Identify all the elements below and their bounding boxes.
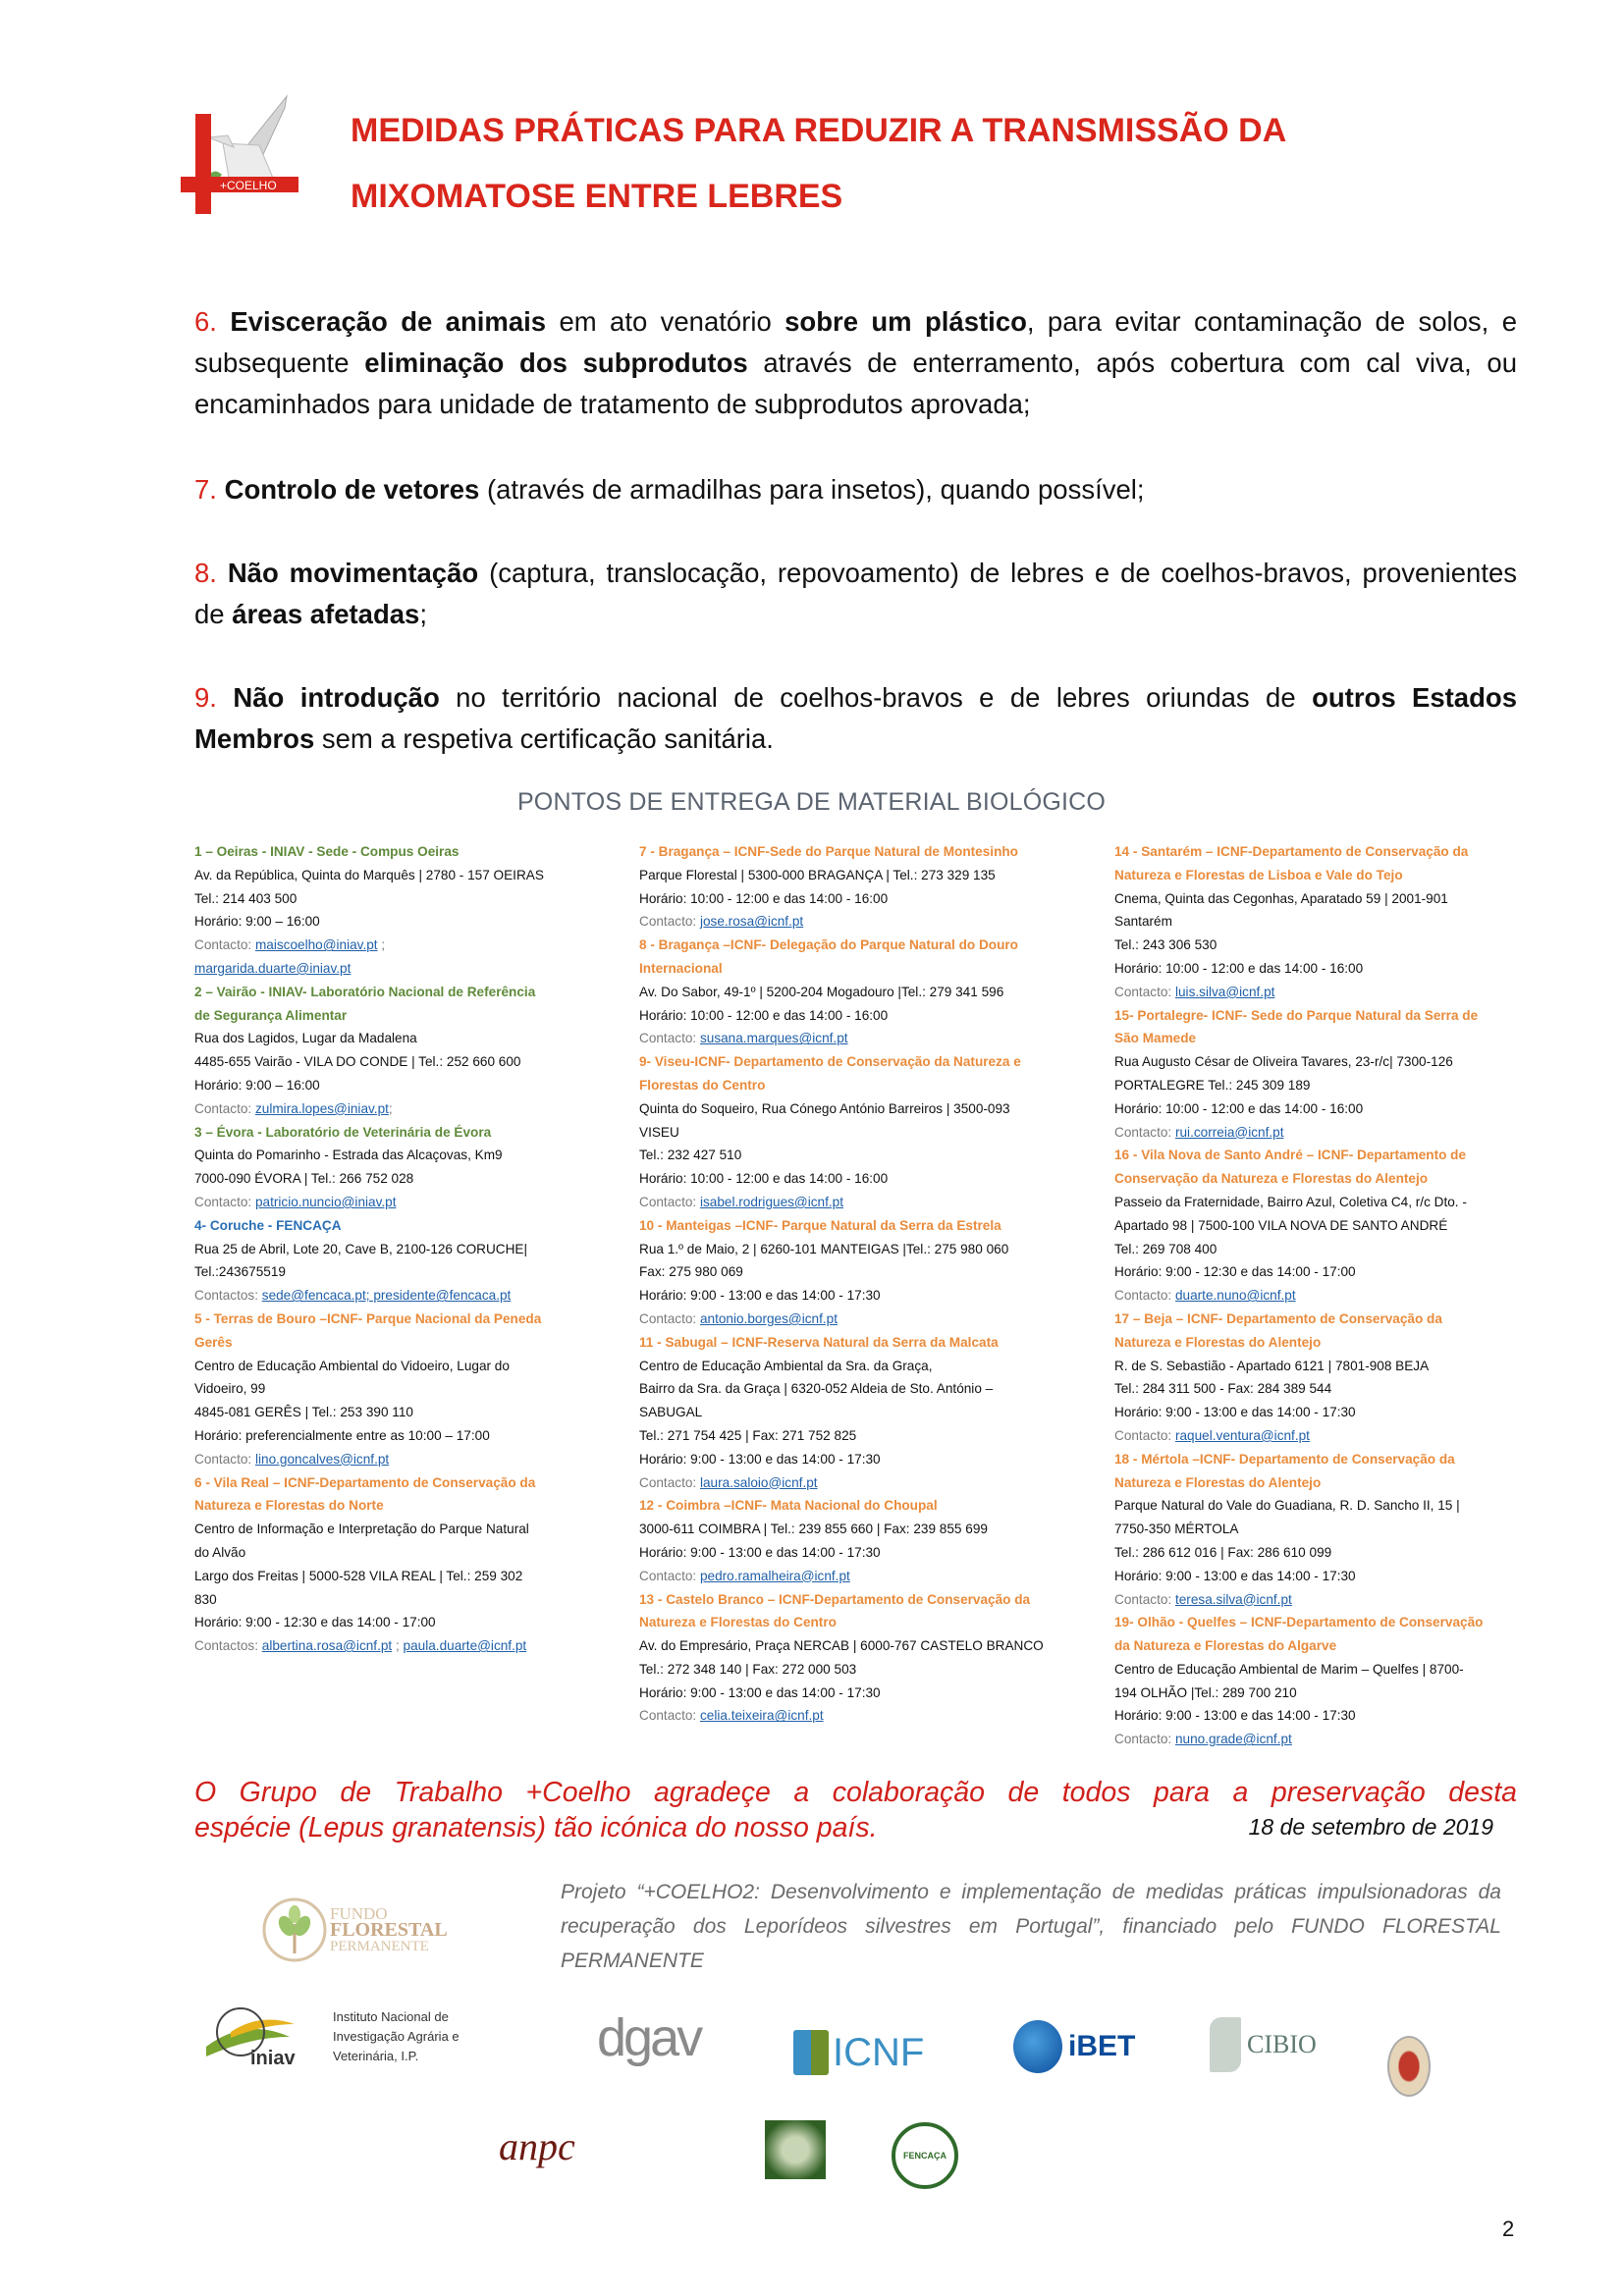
page-title-line1: MEDIDAS PRÁTICAS PARA REDUZIR A TRANSMISSÃO DA xyxy=(351,112,1287,149)
icnf-logo-text: ICNF xyxy=(833,2030,925,2074)
entry-contact xyxy=(194,1634,607,1658)
contacts-column-1 xyxy=(194,840,607,1658)
entry-title: 13 - Castelo Branco – ICNF-Departamento de Conservação da xyxy=(639,1591,1031,1607)
delivery-point-entry xyxy=(1114,1611,1527,1751)
email-separator: ; xyxy=(392,1638,404,1654)
entry-contact xyxy=(1114,1121,1527,1145)
contact-label: Contacto: xyxy=(639,914,700,930)
entry-detail: Av. da República, Quinta do Marquês | 2780 - 157 OEIRAS xyxy=(194,867,544,882)
entry-detail: 830 xyxy=(194,1591,217,1607)
contact-label: Contacto: xyxy=(639,1031,700,1046)
entry-title: Natureza e Florestas do Centro xyxy=(639,1615,837,1630)
entry-title: 15- Portalegre- ICNF- Sede do Parque Natural da Serra de xyxy=(1114,1007,1479,1023)
entry-title: São Mamede xyxy=(1114,1031,1197,1046)
entry-detail: Horário: 10:00 - 12:00 e das 14:00 - 16:00 xyxy=(639,1007,889,1023)
contacts-column-2 xyxy=(639,840,1091,1728)
thanks-line2: espécie (Lepus granatensis) tão icónica do nosso país. xyxy=(194,1812,878,1843)
entry-title: da Natureza e Florestas do Algarve xyxy=(1114,1638,1337,1654)
university-seal-logo xyxy=(1387,2036,1431,2097)
entry-detail: Quinta do Pomarinho - Estrada das Alcaçovas, Km9 xyxy=(194,1148,503,1163)
entry-detail: Av. do Empresário, Praça NERCAB | 6000-767 CASTELO BRANCO xyxy=(639,1638,1044,1654)
thanks-line1: O Grupo de Trabalho +Coelho agradeçe a colaboração de todos para a preservação desta xyxy=(194,1777,1517,1808)
entry-detail: R. de S. Sebastião - Apartado 6121 | 7801-908 BEJA xyxy=(1114,1358,1430,1373)
entry-contact xyxy=(1114,1588,1527,1612)
delivery-point-entry xyxy=(194,1214,607,1308)
measure-emphasis: eliminação dos subprodutos xyxy=(364,347,748,378)
email-link[interactable]: margarida.duarte@iniav.pt xyxy=(194,960,352,976)
measure-text: (através de armadilhas para insetos), quando possível; xyxy=(479,474,1145,505)
measure-item xyxy=(194,553,1517,635)
entry-detail: SABUGAL xyxy=(639,1405,703,1420)
measure-item xyxy=(194,301,1517,425)
entry-detail: do Alvão xyxy=(194,1544,246,1560)
delivery-point-entry xyxy=(194,1121,607,1214)
email-link[interactable]: duarte.nuno@icnf.pt xyxy=(1174,1288,1296,1304)
delivery-point-entry xyxy=(1114,1308,1527,1448)
entry-detail: Horário: 9:00 - 12:30 e das 14:00 - 17:00 xyxy=(1114,1264,1356,1280)
delivery-point-entry xyxy=(1114,1004,1527,1145)
contact-label: Contacto: xyxy=(194,1451,255,1467)
entry-detail: Tel.: 284 311 500 - Fax: 284 389 544 xyxy=(1114,1381,1332,1397)
logo-text: +COELHO xyxy=(220,179,277,192)
email-link[interactable]: paula.duarte@icnf.pt xyxy=(403,1638,527,1654)
delivery-point-entry xyxy=(639,840,1091,934)
entry-detail: 4845-081 GERÊS | Tel.: 253 390 110 xyxy=(194,1405,413,1420)
entry-detail: Horário: 10:00 - 12:00 e das 14:00 - 16:00 xyxy=(639,890,889,906)
measure-number: 7. xyxy=(194,474,217,505)
entry-detail: Horário: 9:00 – 16:00 xyxy=(194,914,320,930)
entry-title: 3 – Évora - Laboratório de Veterinária de Évora xyxy=(194,1124,492,1140)
entry-detail: Horário: 9:00 - 13:00 e das 14:00 - 17:30 xyxy=(639,1288,881,1304)
entry-title: 17 – Beja – ICNF- Departamento de Conservação da xyxy=(1114,1310,1442,1326)
entry-title: 19- Olhão - Quelfes – ICNF-Departamento de Conservação xyxy=(1114,1615,1484,1630)
entry-title: 2 – Vairão - INIAV- Laboratório Nacional de Referência xyxy=(194,984,536,999)
iniav-logo-word: iniav xyxy=(250,2048,296,2069)
entry-detail: Horário: 9:00 - 13:00 e das 14:00 - 17:30 xyxy=(639,1684,881,1700)
entry-title: Natureza e Florestas do Norte xyxy=(194,1498,384,1514)
email-link[interactable]: raquel.ventura@icnf.pt xyxy=(1174,1427,1310,1443)
entry-title: Natureza e Florestas de Lisboa e Vale do Tejo xyxy=(1114,867,1403,882)
entry-detail: Passeio da Fraternidade, Bairro Azul, Coletiva C4, r/c Dto. - xyxy=(1114,1194,1467,1209)
cibio-logo xyxy=(1210,2017,1317,2072)
ffp-logo-text-3: PERMANENTE xyxy=(330,1938,429,1954)
entry-title: 18 - Mértola –ICNF- Departamento de Conservação da xyxy=(1114,1451,1455,1467)
email-link[interactable]: laura.saloio@icnf.pt xyxy=(699,1474,818,1490)
entry-title: Natureza e Florestas do Alentejo xyxy=(1114,1334,1322,1350)
page-title-line2: MIXOMATOSE ENTRE LEBRES xyxy=(351,178,843,215)
entry-detail: Tel.: 272 348 140 | Fax: 272 000 503 xyxy=(639,1661,857,1677)
entry-detail: Centro de Educação Ambiental da Sra. da Graça, xyxy=(639,1358,933,1373)
measure-item xyxy=(194,469,1517,510)
delivery-point-entry xyxy=(194,840,607,981)
document-date: 18 de setembro de 2019 xyxy=(1248,1814,1493,1840)
entry-title: 14 - Santarém – ICNF-Departamento de Conservação da xyxy=(1114,844,1469,859)
delivery-point-entry xyxy=(639,1050,1091,1214)
entry-contact xyxy=(194,957,607,981)
entry-detail: Horário: 9:00 - 13:00 e das 14:00 - 17:30 xyxy=(1114,1405,1356,1420)
email-link[interactable]: jose.rosa@icnf.pt xyxy=(699,914,804,930)
email-link[interactable]: nuno.grade@icnf.pt xyxy=(1174,1732,1292,1747)
contact-label: Contacto: xyxy=(1114,1288,1175,1304)
entry-title: 1 – Oeiras - INIAV - Sede - Compus Oeiras xyxy=(194,844,460,859)
entry-title: 4- Coruche - FENCAÇA xyxy=(194,1217,342,1233)
measure-text: (captura, translocação, repovoamento) de lebres e de coelhos-bravos, provenientes de xyxy=(194,558,1518,629)
measure-emphasis: Controlo de vetores xyxy=(224,474,480,505)
ffp-logo-text-2: FLORESTAL xyxy=(330,1918,448,1941)
ffp-logo-text-1: FUNDO xyxy=(330,1903,388,1923)
iniav-logo-text-2: Investigação Agrária e xyxy=(333,2029,460,2044)
entry-detail: PORTALEGRE Tel.: 245 309 189 xyxy=(1114,1077,1311,1093)
entry-detail: Rua 25 de Abril, Lote 20, Cave B, 2100-126 CORUCHE| xyxy=(194,1241,528,1256)
entry-contact xyxy=(194,934,607,957)
email-link[interactable]: zulmira.lopes@iniav.pt xyxy=(254,1100,389,1116)
entry-title: de Segurança Alimentar xyxy=(194,1007,348,1023)
contact-trail: ; xyxy=(377,937,386,953)
entry-detail: Fax: 275 980 069 xyxy=(639,1264,743,1280)
entry-detail: Parque Florestal | 5300-000 BRAGANÇA | Tel.: 273 329 135 xyxy=(639,867,996,882)
entry-detail: Rua 1.º de Maio, 2 | 6260-101 MANTEIGAS |Tel.: 275 980 060 xyxy=(639,1241,1009,1256)
entry-contact xyxy=(1114,1424,1527,1448)
measure-text: sem a respetiva certificação sanitária. xyxy=(314,723,774,754)
contact-trail: ; xyxy=(388,1100,393,1116)
contact-label: Contacto: xyxy=(1114,1427,1175,1443)
measure-number: 6. xyxy=(194,306,217,337)
contact-label: Contacto: xyxy=(194,1100,255,1116)
section-title: PONTOS DE ENTREGA DE MATERIAL BIOLÓGICO xyxy=(516,788,1107,816)
entry-detail: Horário: preferencialmente entre as 10:00 – 17:00 xyxy=(194,1427,490,1443)
entry-detail: Vidoeiro, 99 xyxy=(194,1381,266,1397)
entry-title: Natureza e Florestas do Alentejo xyxy=(1114,1474,1322,1490)
delivery-point-entry xyxy=(1114,1448,1527,1612)
measure-emphasis: outros Estados Membros xyxy=(194,682,1517,754)
delivery-point-entry xyxy=(1114,1144,1527,1308)
delivery-point-entry xyxy=(639,934,1091,1050)
measure-text: ; xyxy=(419,599,427,629)
entry-detail: Cnema, Quinta das Cegonhas, Aparatado 59 | 2001-901 xyxy=(1114,890,1448,906)
email-link[interactable]: celia.teixeira@icnf.pt xyxy=(699,1708,824,1724)
entry-title: Conservação da Natureza e Florestas do Alentejo xyxy=(1114,1171,1429,1187)
entry-detail: Tel.: 243 306 530 xyxy=(1114,937,1217,953)
ibet-logo-text: iBET xyxy=(1068,2030,1136,2062)
fencaca-logo xyxy=(892,2122,958,2189)
entry-detail: Tel.: 269 708 400 xyxy=(1114,1241,1217,1256)
cibio-logo-text: CIBIO xyxy=(1247,2030,1317,2058)
entry-detail: Tel.: 271 754 425 | Fax: 271 752 825 xyxy=(639,1427,857,1443)
coelho-logo xyxy=(169,86,301,214)
measure-text: , para evitar contaminação de solos, e subsequente xyxy=(194,306,1517,378)
entry-detail: 7000-090 ÉVORA | Tel.: 266 752 028 xyxy=(194,1171,414,1187)
dgav-logo xyxy=(597,2007,700,2068)
email-link[interactable]: albertina.rosa@icnf.pt xyxy=(261,1638,393,1654)
contact-label: Contacto: xyxy=(1114,1732,1175,1747)
entry-detail: VISEU xyxy=(639,1124,679,1140)
entry-detail: Horário: 10:00 - 12:00 e das 14:00 - 16:00 xyxy=(1114,960,1364,976)
entry-contact xyxy=(194,1448,607,1471)
delivery-point-entry xyxy=(194,981,607,1121)
entry-title: 7 - Bragança – ICNF-Sede do Parque Natural de Montesinho xyxy=(639,844,1018,859)
entry-contact xyxy=(1114,1284,1527,1308)
measure-emphasis: Evisceração de animais xyxy=(230,306,547,337)
contact-label: Contacto: xyxy=(639,1568,700,1583)
entry-contact xyxy=(639,1308,1091,1331)
entry-detail: 7750-350 MÉRTOLA xyxy=(1114,1522,1239,1537)
entry-detail: 194 OLHÃO |Tel.: 289 700 210 xyxy=(1114,1684,1297,1700)
entry-contact xyxy=(639,1565,1091,1588)
entry-contact xyxy=(194,1191,607,1214)
entry-detail: Horário: 9:00 - 13:00 e das 14:00 - 17:30 xyxy=(639,1451,881,1467)
entry-title: 6 - Vila Real – ICNF-Departamento de Conservação da xyxy=(194,1474,536,1490)
contact-label: Contacto: xyxy=(1114,1124,1175,1140)
entry-contact xyxy=(639,1471,1091,1495)
entry-detail: Centro de Informação e Interpretação do Parque Natural xyxy=(194,1522,529,1537)
entry-title: 11 - Sabugal – ICNF-Reserva Natural da Serra da Malcata xyxy=(639,1334,999,1350)
entry-detail: Horário: 10:00 - 12:00 e das 14:00 - 16:00 xyxy=(639,1171,889,1187)
entry-detail: 4485-655 Vairão - VILA DO CONDE | Tel.: 252 660 600 xyxy=(194,1054,521,1070)
entry-title: 10 - Manteigas –ICNF- Parque Natural da Serra da Estrela xyxy=(639,1217,1001,1233)
contact-label: Contacto: xyxy=(639,1310,700,1326)
entry-contact xyxy=(1114,1728,1527,1751)
entry-detail: Tel.: 214 403 500 xyxy=(194,890,298,906)
email-link[interactable]: maiscoelho@iniav.pt xyxy=(254,937,378,953)
delivery-point-entry xyxy=(639,1588,1091,1729)
entry-detail: Largo dos Freitas | 5000-528 VILA REAL | Tel.: 259 302 xyxy=(194,1568,523,1583)
measure-text: no território nacional de coelhos-bravos e de lebres oriundas de xyxy=(439,682,1313,713)
email-link[interactable]: teresa.silva@icnf.pt xyxy=(1174,1591,1292,1607)
email-link[interactable]: isabel.rodrigues@icnf.pt xyxy=(699,1194,844,1209)
delivery-point-entry xyxy=(639,1331,1091,1495)
entry-contact xyxy=(1114,981,1527,1004)
entry-detail: 3000-611 COIMBRA | Tel.: 239 855 660 | Fax: 239 855 699 xyxy=(639,1522,988,1537)
entry-detail: Horário: 9:00 - 13:00 e das 14:00 - 17:30 xyxy=(1114,1708,1356,1724)
measure-number: 9. xyxy=(194,682,217,713)
entry-contact xyxy=(639,910,1091,934)
entry-title: 8 - Bragança –ICNF- Delegação do Parque Natural do Douro xyxy=(639,937,1018,953)
measure-emphasis: Não movimentação xyxy=(227,558,479,588)
email-link[interactable]: rui.correia@icnf.pt xyxy=(1174,1124,1284,1140)
email-link[interactable]: lino.goncalves@icnf.pt xyxy=(254,1451,390,1467)
entry-contact xyxy=(639,1191,1091,1214)
entry-contact xyxy=(639,1027,1091,1050)
measure-number: 8. xyxy=(194,558,217,588)
email-link[interactable]: sede@fencaca.pt; presidente@fencaca.pt xyxy=(261,1288,512,1304)
page-number: 2 xyxy=(1502,2216,1515,2241)
dgav-logo-text: dgav xyxy=(597,2008,701,2067)
icnf-logo xyxy=(793,2030,924,2075)
contacts-column-3 xyxy=(1114,840,1527,1751)
contact-label: Contacto: xyxy=(194,1194,255,1209)
entry-detail: Bairro da Sra. da Graça | 6320-052 Aldeia de Sto. António – xyxy=(639,1381,994,1397)
contact-label: Contacto: xyxy=(639,1708,700,1724)
contact-label: Contacto: xyxy=(194,937,255,953)
delivery-point-entry xyxy=(194,1471,607,1658)
contact-label: Contactos: xyxy=(194,1288,262,1304)
contact-label: Contacto: xyxy=(639,1194,700,1209)
entry-detail: Horário: 10:00 - 12:00 e das 14:00 - 16:00 xyxy=(1114,1100,1364,1116)
entry-contact xyxy=(194,1284,607,1308)
entry-detail: Horário: 9:00 - 13:00 e das 14:00 - 17:30 xyxy=(1114,1568,1356,1583)
entry-detail: Apartado 98 | 7500-100 VILA NOVA DE SANTO ANDRÉ xyxy=(1114,1217,1448,1233)
measure-emphasis: sobre um plástico xyxy=(784,306,1027,337)
entry-detail: Horário: 9:00 - 13:00 e das 14:00 - 17:30 xyxy=(639,1544,881,1560)
association-emblem-logo xyxy=(765,2120,826,2179)
measure-item xyxy=(194,677,1517,760)
measure-text: em ato venatório xyxy=(546,306,785,337)
entry-detail: Centro de Educação Ambiental do Vidoeiro, Lugar do xyxy=(194,1358,510,1373)
anpc-logo xyxy=(499,2123,575,2169)
contact-label: Contacto: xyxy=(1114,1591,1175,1607)
email-link[interactable]: antonio.borges@icnf.pt xyxy=(699,1310,838,1326)
entry-title: 16 - Vila Nova de Santo André – ICNF- Departamento de xyxy=(1114,1148,1467,1163)
entry-detail: Rua dos Lagidos, Lugar da Madalena xyxy=(194,1031,417,1046)
email-link[interactable]: luis.silva@icnf.pt xyxy=(1174,984,1275,999)
entry-detail: Tel.: 286 612 016 | Fax: 286 610 099 xyxy=(1114,1544,1332,1560)
iniav-logo xyxy=(201,2002,460,2071)
delivery-point-entry xyxy=(1114,840,1527,1004)
delivery-point-entry xyxy=(639,1494,1091,1587)
entry-detail: Quinta do Soqueiro, Rua Cónego António Barreiros | 3500-093 xyxy=(639,1100,1010,1116)
delivery-point-entry xyxy=(639,1214,1091,1331)
iniav-logo-text-1: Instituto Nacional de xyxy=(333,2009,449,2024)
entry-contact xyxy=(639,1704,1091,1728)
email-link[interactable]: susana.marques@icnf.pt xyxy=(699,1031,848,1046)
measure-text: através de enterramento, após cobertura com cal viva, ou encaminhados para unidade de tratamento de subprodutos aprovada; xyxy=(194,347,1517,419)
delivery-point-entry xyxy=(194,1308,607,1471)
entry-title: Florestas do Centro xyxy=(639,1077,766,1093)
email-link[interactable]: pedro.ramalheira@icnf.pt xyxy=(699,1568,850,1583)
anpc-logo-text: anpc xyxy=(499,2124,575,2168)
entry-contact xyxy=(194,1097,607,1121)
entry-detail: Av. Do Sabor, 49-1º | 5200-204 Mogadouro |Tel.: 279 341 596 xyxy=(639,984,1004,999)
measure-emphasis: Não introdução xyxy=(233,682,440,713)
entry-detail: Tel.:243675519 xyxy=(194,1264,286,1280)
contact-label: Contactos: xyxy=(194,1638,262,1654)
ibet-logo xyxy=(1013,2020,1135,2073)
entry-title: Internacional xyxy=(639,960,723,976)
contact-label: Contacto: xyxy=(639,1474,700,1490)
fencaca-logo-text: FENCAÇA xyxy=(903,2151,947,2161)
entry-detail: Santarém xyxy=(1114,914,1172,930)
fundo-florestal-logo xyxy=(261,1896,448,1963)
entry-detail: Rua Augusto César de Oliveira Tavares, 23-r/c| 7300-126 xyxy=(1114,1054,1453,1070)
entry-detail: Horário: 9:00 – 16:00 xyxy=(194,1077,320,1093)
entry-detail: Parque Natural do Vale do Guadiana, R. D. Sancho II, 15 | xyxy=(1114,1498,1460,1514)
entry-detail: Horário: 9:00 - 12:30 e das 14:00 - 17:00 xyxy=(194,1615,436,1630)
entry-title: 9- Viseu-ICNF- Departamento de Conservação da Natureza e xyxy=(639,1054,1021,1070)
entry-detail: Tel.: 232 427 510 xyxy=(639,1148,742,1163)
iniav-logo-text-3: Veterinária, I.P. xyxy=(333,2049,419,2063)
entry-title: 12 - Coimbra –ICNF- Mata Nacional do Choupal xyxy=(639,1498,938,1514)
entry-title: Gerês xyxy=(194,1334,233,1350)
email-link[interactable]: patricio.nuncio@iniav.pt xyxy=(254,1194,397,1209)
project-description: Projeto “+COELHO2: Desenvolvimento e implementação de medidas práticas impulsionadoras da recuperação dos Leporídeos silvestres em Portugal”, financiado pelo FUNDO FLORESTAL PERMANENTE xyxy=(561,1881,1501,1972)
contact-label: Contacto: xyxy=(1114,984,1175,999)
entry-title: 5 - Terras de Bouro –ICNF- Parque Nacional da Peneda xyxy=(194,1310,542,1326)
entry-detail: Centro de Educação Ambiental de Marim – Quelfes | 8700- xyxy=(1114,1661,1464,1677)
measure-emphasis: áreas afetadas xyxy=(232,599,420,629)
